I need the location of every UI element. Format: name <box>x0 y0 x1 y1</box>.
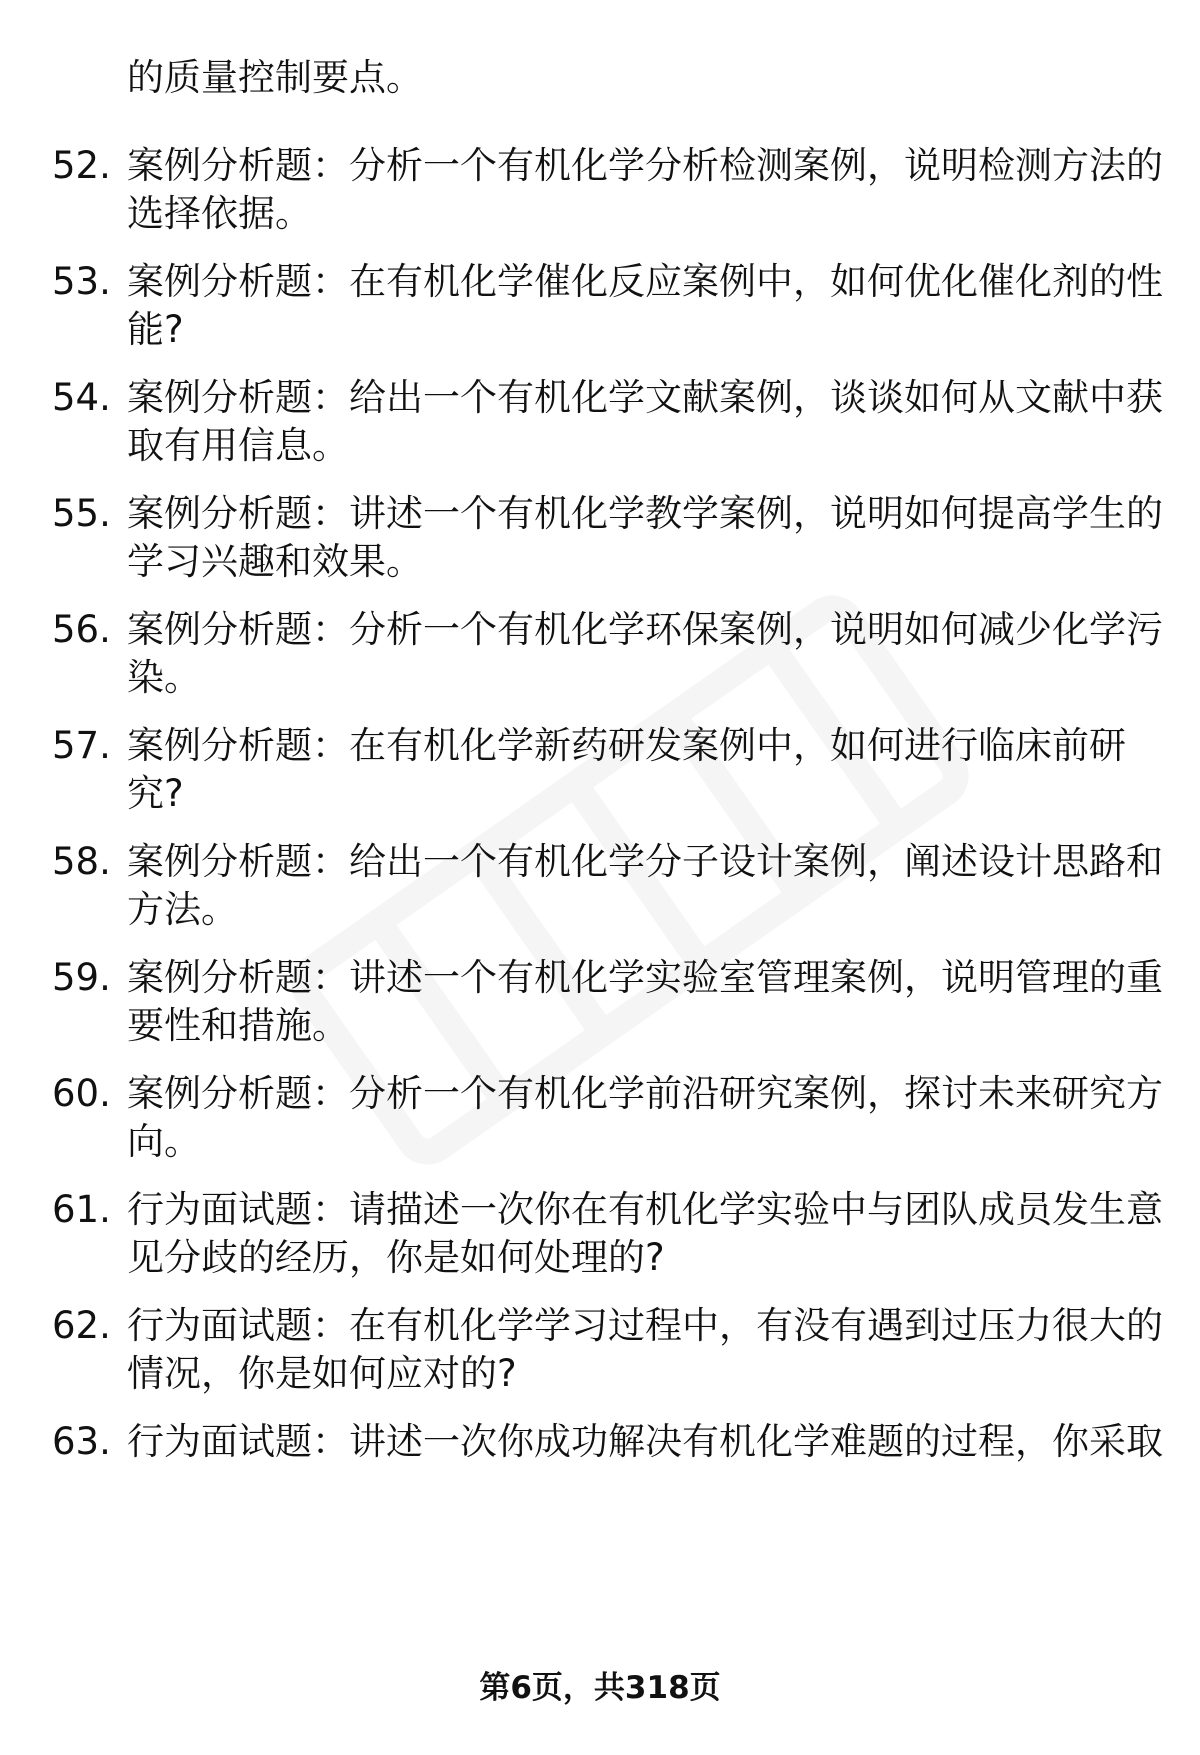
item-text-line2: 学习兴趣和效果。 <box>127 540 423 583</box>
item-text-line1: 行为面试题：请描述一次你在有机化学实验中与团队成员发生意 <box>127 1188 1163 1231</box>
item-number: 60. <box>52 1072 111 1115</box>
item-text-line1: 案例分析题：在有机化学新药研发案例中，如何进行临床前研 <box>127 724 1126 767</box>
item-number: 55. <box>52 492 111 535</box>
item-number: 57. <box>52 724 111 767</box>
item-number: 53. <box>52 260 111 303</box>
item-text-line2: 向。 <box>127 1120 201 1163</box>
item-text-line1: 案例分析题：分析一个有机化学前沿研究案例，探讨未来研究方 <box>127 1072 1163 1115</box>
item-text-line2: 取有用信息。 <box>127 424 349 467</box>
item-text-line2: 方法。 <box>127 888 238 931</box>
item-number: 61. <box>52 1188 111 1231</box>
item-text-line1: 案例分析题：讲述一个有机化学教学案例，说明如何提高学生的 <box>127 492 1163 535</box>
item-text-line1: 行为面试题：讲述一次你成功解决有机化学难题的过程，你采取 <box>127 1420 1163 1463</box>
item-number: 59. <box>52 956 111 999</box>
item-text-line1: 案例分析题：分析一个有机化学环保案例，说明如何减少化学污 <box>127 608 1163 651</box>
item-number: 63. <box>52 1420 111 1463</box>
item-text-line1: 案例分析题：在有机化学催化反应案例中，如何优化催化剂的性 <box>127 260 1163 303</box>
item-text-line1: 案例分析题：讲述一个有机化学实验室管理案例，说明管理的重 <box>127 956 1163 999</box>
item-number: 54. <box>52 376 111 419</box>
page-footer: 第6页，共318页 <box>479 1670 721 1706</box>
item-number: 58. <box>52 840 111 883</box>
item-text-line2: 选择依据。 <box>127 192 312 235</box>
item-number: 56. <box>52 608 111 651</box>
item-number: 52. <box>52 144 111 187</box>
item-text-line2: 情况，你是如何应对的? <box>127 1352 517 1395</box>
item-text-line2: 染。 <box>127 656 201 699</box>
item-text-line1: 案例分析题：分析一个有机化学分析检测案例，说明检测方法的 <box>127 144 1163 187</box>
item-number: 62. <box>52 1304 111 1347</box>
item-text-line1: 案例分析题：给出一个有机化学文献案例，谈谈如何从文献中获 <box>127 376 1163 419</box>
item-text-line1: 的质量控制要点。 <box>127 56 423 99</box>
item-text-line2: 见分歧的经历，你是如何处理的? <box>127 1236 665 1279</box>
item-text-line2: 能? <box>127 308 184 351</box>
item-text-line2: 究? <box>127 772 184 815</box>
item-text-line2: 要性和措施。 <box>127 1004 349 1047</box>
item-text-line1: 行为面试题：在有机化学学习过程中，有没有遇到过压力很大的 <box>127 1304 1163 1347</box>
item-text-line1: 案例分析题：给出一个有机化学分子设计案例，阐述设计思路和 <box>127 840 1163 883</box>
